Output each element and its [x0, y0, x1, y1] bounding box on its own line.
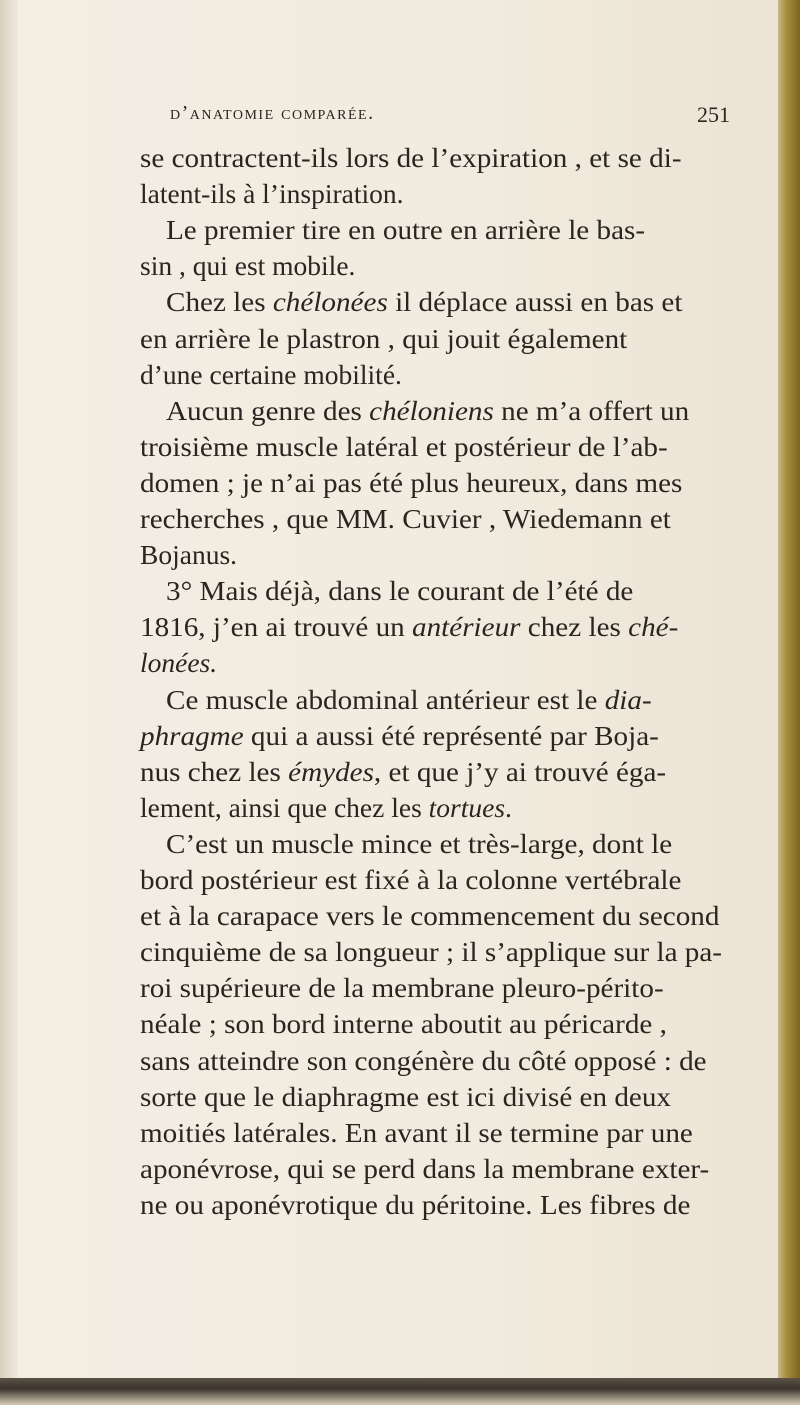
text-line	[140, 1187, 690, 1223]
running-title: d’anatomie comparée.	[170, 102, 375, 124]
text-line	[140, 537, 237, 573]
text-line	[140, 1079, 671, 1115]
italic-term: ché-	[628, 611, 679, 643]
text-run: néale ; son bord interne aboutit au péricarde ,	[140, 1008, 667, 1040]
text-line	[140, 357, 402, 393]
text-run: ne m’a offert un	[493, 394, 690, 426]
page-gutter	[0, 0, 18, 1405]
page-bottom-edge	[0, 1378, 800, 1405]
book-spine-edge	[778, 0, 800, 1405]
text-run: , et que j’y ai trouvé éga-	[373, 755, 667, 787]
text-line	[140, 645, 217, 681]
text-line	[166, 826, 672, 862]
text-run: qui a aussi été représenté par Boja-	[243, 719, 659, 751]
text-line	[140, 248, 355, 284]
text-line	[140, 718, 659, 754]
italic-term: chéloniens	[369, 394, 494, 426]
text-line	[140, 176, 403, 212]
italic-term: chélonées	[272, 286, 388, 318]
text-line	[140, 465, 682, 501]
text-run: se contractent-ils lors de l’expiration , et se di-	[140, 142, 682, 173]
italic-term: tortues	[428, 791, 506, 823]
text-run: lement, ainsi que chez les	[140, 791, 429, 823]
text-line	[166, 682, 652, 718]
text-run: latent-ils à l’inspiration.	[140, 178, 404, 210]
text-run: aponévrose, qui se perd dans la membrane exter-	[140, 1152, 710, 1184]
text-run: il déplace aussi en bas et	[387, 286, 683, 318]
text-line	[140, 898, 719, 934]
text-run: roi supérieure de la membrane pleuro-périto-	[140, 972, 664, 1004]
text-line	[140, 790, 512, 826]
text-run: 3° Mais déjà, dans le courant de l’été de	[166, 575, 634, 607]
text-run: Ce muscle abdominal antérieur est le	[166, 683, 605, 715]
text-run: bord postérieur est fixé à la colonne vertébrale	[140, 864, 682, 895]
text-run: nus chez les	[140, 755, 289, 787]
text-run: d’une certaine mobilité.	[140, 358, 402, 390]
text-run: moitiés latérales. En avant il se termine par une	[140, 1116, 693, 1148]
text-run: .	[505, 791, 512, 823]
text-line	[140, 429, 668, 465]
text-line	[166, 212, 645, 248]
text-run: chez les	[520, 611, 629, 643]
text-run: Chez les	[166, 286, 273, 318]
page-header	[170, 102, 730, 132]
text-run: recherches , que MM. Cuvier , Wiedemann et	[140, 503, 671, 534]
italic-term: lonées.	[140, 647, 218, 679]
text-line	[140, 970, 664, 1006]
text-run: 1816, j’en ai trouvé un	[140, 611, 413, 643]
text-line	[140, 862, 681, 898]
text-run: sans atteindre son congénère du côté opposé : de	[140, 1044, 707, 1076]
text-line	[140, 754, 666, 790]
text-run: Aucun genre des	[166, 394, 370, 426]
text-line	[140, 501, 671, 537]
text-run: Le premier tire en outre en arrière le bas-	[166, 214, 646, 246]
text-line	[140, 140, 682, 176]
text-line	[140, 609, 678, 645]
text-run: et à la carapace vers le commencement du second	[140, 900, 720, 932]
text-line	[140, 1151, 709, 1187]
text-line	[140, 1043, 707, 1079]
text-line	[166, 393, 689, 429]
text-line	[140, 1115, 693, 1151]
text-run: en arrière le plastron , qui jouit également	[140, 322, 628, 354]
text-line	[166, 573, 633, 609]
italic-term: antérieur	[412, 611, 521, 643]
text-run: Bojanus.	[140, 539, 238, 571]
text-run: domen ; je n’ai pas été plus heureux, dans mes	[140, 466, 683, 498]
italic-term: émydes	[288, 755, 374, 787]
text-run: sin , qui est mobile.	[140, 250, 356, 282]
italic-term: dia-	[604, 683, 652, 715]
text-run: ne ou aponévrotique du péritoine. Les fibres de	[140, 1188, 691, 1220]
text-run: troisième muscle latéral et postérieur de l’ab-	[140, 430, 668, 462]
text-line	[166, 284, 682, 320]
text-line	[140, 321, 627, 357]
text-line	[140, 1006, 667, 1042]
text-run: C’est un muscle mince et très-large, dont le	[166, 827, 673, 859]
page-number: 251	[697, 102, 730, 127]
text-run: cinquième de sa longueur ; il s’applique sur la pa-	[140, 936, 723, 968]
text-line	[140, 934, 722, 970]
italic-term: phragme	[140, 719, 244, 751]
text-run: sorte que le diaphragme est ici divisé en deux	[140, 1080, 672, 1112]
